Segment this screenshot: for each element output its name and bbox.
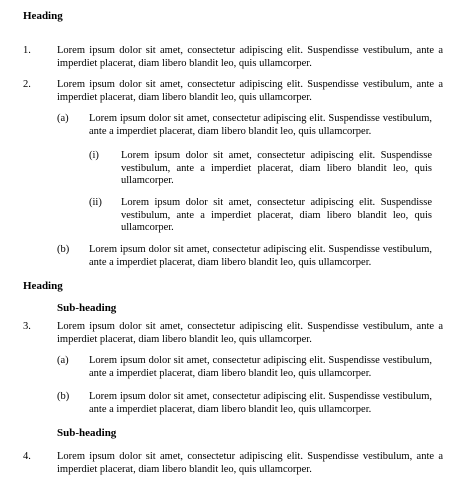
sub-sub-item-label: (i) — [89, 150, 99, 161]
sub-heading: Sub-heading — [57, 302, 117, 314]
item-paragraph: Lorem ipsum dolor sit amet, consectetur adipiscing elit. Suspendisse vestibulum, ante a imperdiet placerat, diam libero blandit leo, quis ullamcorper. — [57, 451, 443, 475]
item-number: 2. — [23, 79, 31, 90]
sub-item-label: (b) — [57, 391, 70, 402]
item-paragraph: Lorem ipsum dolor sit amet, consectetur adipiscing elit. Suspendisse vestibulum, ante a imperdiet placerat, diam libero blandit leo, quis ullamcorper. — [57, 79, 443, 103]
sub-item-paragraph: Lorem ipsum dolor sit amet, consectetur adipiscing elit. Suspendisse vestibulum, ante a imperdiet placerat, diam libero blandit leo, quis ullamcorper. — [89, 113, 432, 137]
sub-item-label: (b) — [57, 244, 70, 255]
item-paragraph: Lorem ipsum dolor sit amet, consectetur adipiscing elit. Suspendisse vestibulum, ante a imperdiet placerat, diam libero blandit leo, quis ullamcorper. — [57, 45, 443, 69]
sub-heading: Sub-heading — [57, 427, 117, 439]
item-number: 4. — [23, 451, 31, 462]
sub-sub-item-paragraph: Lorem ipsum dolor sit amet, consectetur adipiscing elit. Suspendisse vestibulum, ante a imperdiet placerat, diam libero blandit leo, quis ullamcorper. — [121, 150, 432, 186]
section-heading: Heading — [23, 280, 63, 292]
sub-sub-item-paragraph: Lorem ipsum dolor sit amet, consectetur adipiscing elit. Suspendisse vestibulum, ante a imperdiet placerat, diam libero blandit leo, quis ullamcorper. — [121, 197, 432, 233]
sub-item-paragraph: Lorem ipsum dolor sit amet, consectetur adipiscing elit. Suspendisse vestibulum, ante a imperdiet placerat, diam libero blandit leo, quis ullamcorper. — [89, 355, 432, 379]
sub-item-label: (a) — [57, 355, 69, 366]
section-heading: Heading — [23, 10, 63, 22]
item-number: 3. — [23, 321, 31, 332]
sub-item-paragraph: Lorem ipsum dolor sit amet, consectetur adipiscing elit. Suspendisse vestibulum, ante a imperdiet placerat, diam libero blandit leo, quis ullamcorper. — [89, 391, 432, 415]
item-number: 1. — [23, 45, 31, 56]
sub-item-label: (a) — [57, 113, 69, 124]
sub-item-paragraph: Lorem ipsum dolor sit amet, consectetur adipiscing elit. Suspendisse vestibulum, ante a imperdiet placerat, diam libero blandit leo, quis ullamcorper. — [89, 244, 432, 268]
item-paragraph: Lorem ipsum dolor sit amet, consectetur adipiscing elit. Suspendisse vestibulum, ante a imperdiet placerat, diam libero blandit leo, quis ullamcorper. — [57, 321, 443, 345]
sub-sub-item-label: (ii) — [89, 197, 102, 208]
